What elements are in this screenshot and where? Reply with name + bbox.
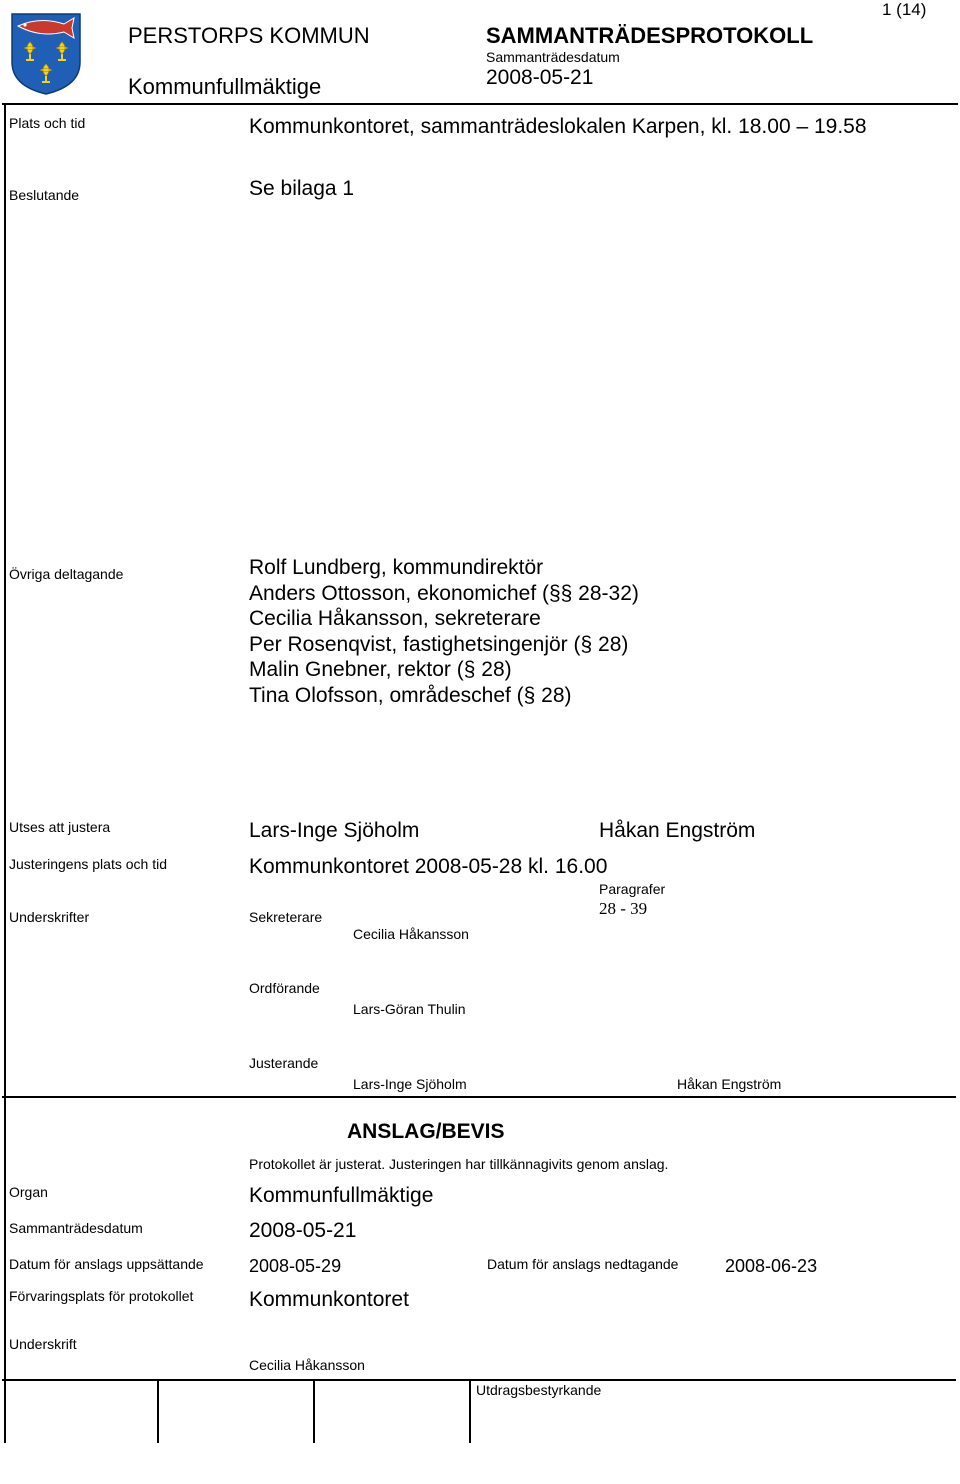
adjusting-name-2: Håkan Engström [677,1076,782,1092]
secretary-label: Sekreterare [249,909,323,925]
participant: Per Rosenqvist, fastighetsingenjör (§ 28) [249,632,629,656]
notice-organ-label: Organ [9,1184,48,1200]
header-date: 2008-05-21 [486,66,594,89]
notice-signature-name: Cecilia Håkansson [249,1357,365,1373]
notice-organ: Kommunfullmäktige [249,1184,434,1207]
paragraphs-label: Paragrafer [599,881,666,897]
left-border [4,103,6,1443]
coat-of-arms-logo [10,12,82,96]
secretary-name: Cecilia Håkansson [353,926,469,942]
adjuster-2: Håkan Engström [599,819,756,842]
storage-value: Kommunkontoret [249,1288,409,1311]
footer-divider [2,1379,956,1381]
appointed-adjusters-label: Utses att justera [9,819,111,835]
posted-date-label: Datum för anslags uppsättande [9,1256,204,1272]
footer-col-2 [313,1379,315,1443]
notice-date: 2008-05-21 [249,1219,357,1242]
participant: Anders Ottosson, ekonomichef (§§ 28-32) [249,581,639,605]
notice-date-label: Sammanträdesdatum [9,1220,143,1236]
footer-col-1 [157,1379,159,1443]
removed-date-label: Datum för anslags nedtagande [487,1256,679,1272]
notice-title: ANSLAG/BEVIS [347,1120,505,1143]
participant: Cecilia Håkansson, sekreterare [249,607,541,630]
adjusting-label: Justerande [249,1055,319,1071]
deciding-label: Beslutande [9,187,80,203]
header-organ: Kommunfullmäktige [128,74,322,99]
municipality-name: PERSTORPS KOMMUN [128,23,370,48]
place-label: Plats och tid [9,115,86,131]
other-participants-label: Övriga deltagande [9,566,124,582]
notice-statement: Protokollet är justerat. Justeringen har tillkännagivits genom anslag. [249,1156,669,1172]
deciding-value: Se bilaga 1 [249,177,355,200]
storage-label: Förvaringsplats för protokollet [9,1288,194,1304]
adjust-place-time-label: Justeringens plats och tid [9,856,167,872]
meeting-place: Kommunkontoret, sammanträdeslokalen Karpen, kl. 18.00 – 19.58 [249,115,867,138]
adjusting-name-1: Lars-Inge Sjöholm [353,1076,467,1092]
header-divider [2,103,958,105]
extract-certification-label: Utdragsbestyrkande [476,1382,602,1398]
participant: Rolf Lundberg, kommundirektör [249,556,544,579]
other-participants-list [249,555,639,708]
signatures-label: Underskrifter [9,909,90,925]
removed-date: 2008-06-23 [725,1256,818,1276]
chair-name: Lars-Göran Thulin [353,1001,466,1017]
participant: Malin Gnebner, rektor (§ 28) [249,658,512,681]
posted-date: 2008-05-29 [249,1256,342,1276]
header-date-label: Sammanträdesdatum [486,49,620,65]
notice-divider [2,1096,956,1098]
participant: Tina Olofsson, områdeschef (§ 28) [249,683,572,707]
chair-label: Ordförande [249,980,320,996]
notice-signature-label: Underskrift [9,1336,77,1352]
document-title: SAMMANTRÄDESPROTOKOLL [486,23,814,48]
adjuster-1: Lars-Inge Sjöholm [249,819,420,842]
page-number: 1 (14) [882,0,927,19]
footer-col-3 [469,1379,471,1443]
adjust-place-time: Kommunkontoret 2008-05-28 kl. 16.00 [249,855,608,878]
paragraphs-value: 28 - 39 [599,899,648,918]
